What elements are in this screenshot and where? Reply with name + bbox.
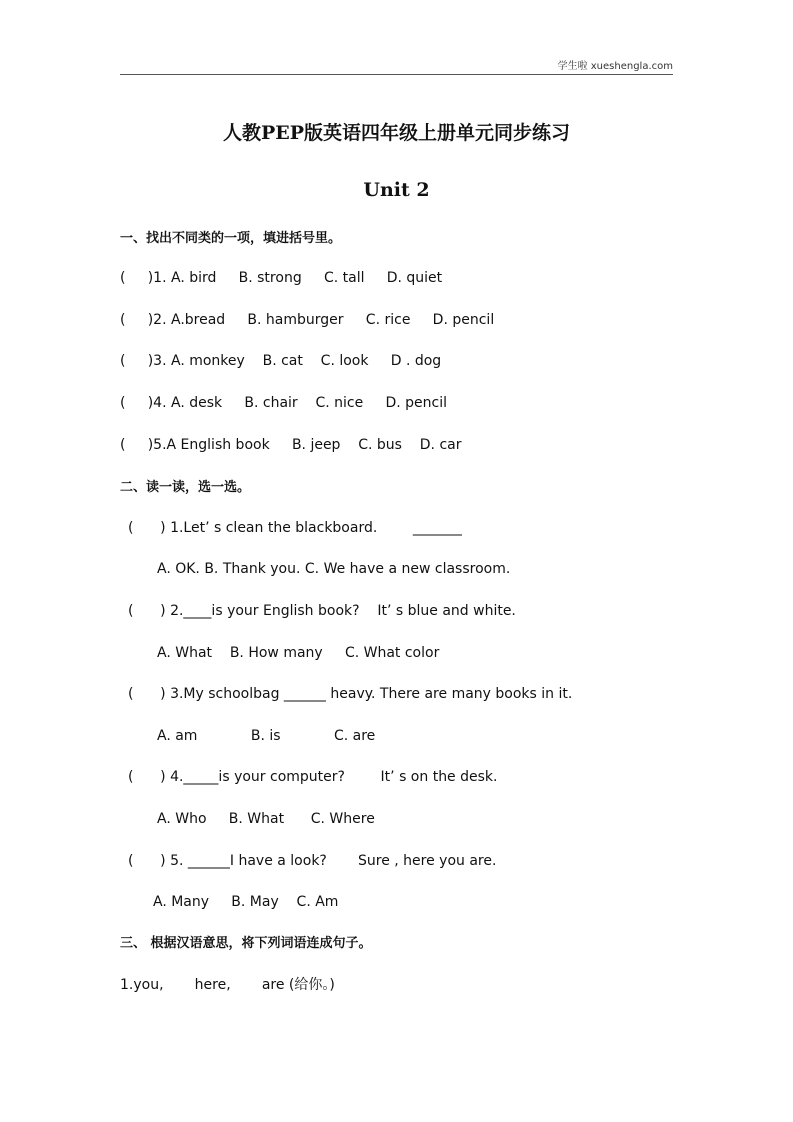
unit-heading: Unit 2 (363, 179, 430, 201)
question-item: ( )5.A English book B. jeep C. bus D. car (120, 437, 462, 453)
answer-options: A. What B. How many C. What color (157, 645, 440, 661)
question-item: ( ) 5. ______I have a look? Sure , here you are. (128, 853, 497, 869)
answer-options: A. OK. B. Thank you. C. We have a new classroom. (157, 561, 511, 577)
question-item: 1.you, here, are (给你。) (120, 977, 335, 993)
question-item: ( ) 4._____is your computer? It’ s on the desk. (128, 769, 498, 785)
answer-options: A. Many B. May C. Am (153, 894, 339, 910)
page-title: 人教PEP版英语四年级上册单元同步练习 (222, 122, 571, 144)
answer-options: A. Who B. What C. Where (157, 811, 375, 827)
question-item: ( )2. A.bread B. hamburger C. rice D. pencil (120, 312, 495, 328)
question-item: ( ) 2.____is your English book? It’ s blue and white. (128, 603, 516, 619)
header-divider (120, 74, 673, 75)
section-2-heading: 二、读一读，选一选。 (120, 480, 251, 495)
question-item: ( )1. A. bird B. strong C. tall D. quiet (120, 270, 443, 286)
section-3-heading: 三、 根据汉语意思，将下列词语连成句子。 (120, 936, 372, 951)
answer-options: A. am B. is C. are (157, 728, 376, 744)
question-item: ( )4. A. desk B. chair C. nice D. pencil (120, 395, 447, 411)
question-item: ( )3. A. monkey B. cat C. look D . dog (120, 353, 442, 369)
section-1-heading: 一、找出不同类的一项，填进括号里。 (120, 231, 342, 246)
question-item: ( ) 1.Let’ s clean the blackboard. _______ (128, 520, 462, 536)
question-item: ( ) 3.My schoolbag ______ heavy. There are many books in it. (128, 686, 573, 702)
header-site-label: 学生啦 xueshengla.com (557, 61, 673, 72)
